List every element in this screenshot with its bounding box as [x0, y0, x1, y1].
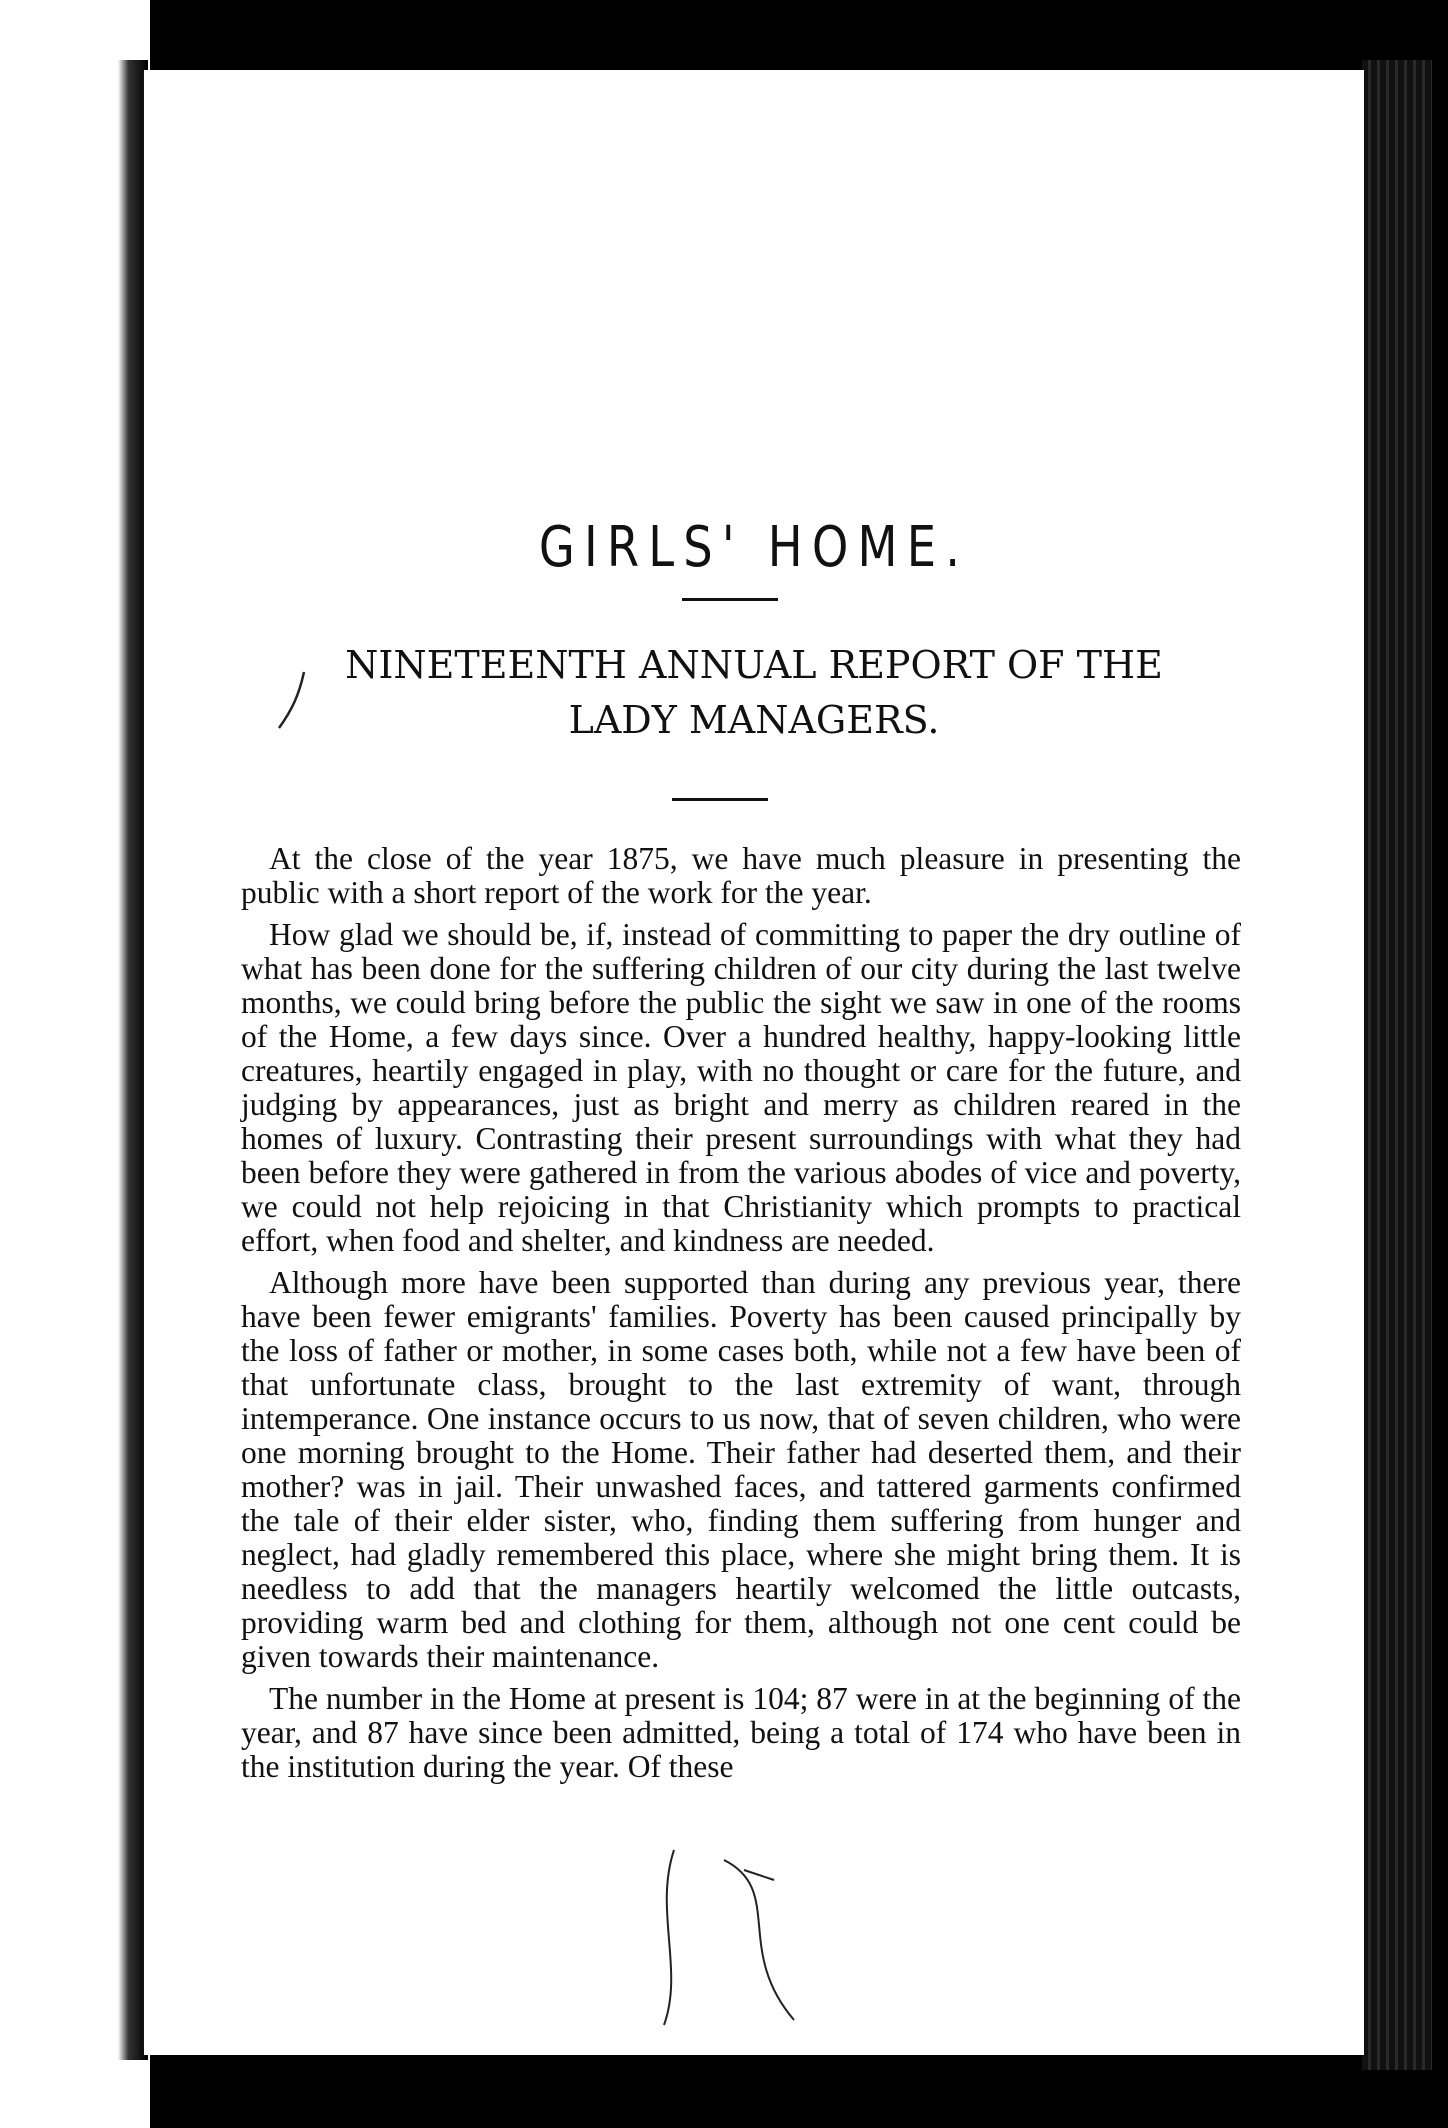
subtitle-line-2: LADY MANAGERS.: [568, 698, 940, 742]
page-title: GIRLS' HOME.: [538, 515, 970, 580]
book-edge: [1362, 60, 1432, 2070]
document-page: [140, 70, 1364, 2055]
subtitle-line-1: NINETEENTH ANNUAL REPORT OF THE: [345, 643, 1163, 687]
pen-stroke: [274, 670, 314, 730]
report-subtitle: [204, 638, 1304, 748]
paragraph: How glad we should be, if, instead of committing to paper the dry outline of what has been done for the suffering children of our city during the last twelve months, we could bring before the public the sight we saw in one of the rooms of the Home, a few days since. Over a hundred healthy, happy-looking little creatures, heartily engaged in play, with no thought or care for the future, and judging by appearances, just as bright and merry as children reared in the homes of luxury. Contrasting their present surroundings with what they had been before they were gathered in from the various abodes of vice and poverty, we could not help rejoicing in that Christianity which prompts to practical effort, when food and shelter, and kindness are needed.: [241, 917, 1241, 1258]
pen-scribble: [614, 1830, 834, 2030]
paragraph: The number in the Home at present is 104; 87 were in at the beginning of the year, and 87 have since been admitted, being a total of 174 who have been in the institution during the year. Of these: [241, 1681, 1241, 1784]
paragraph: At the close of the year 1875, we have much pleasure in presenting the public with a short report of the work for the year.: [241, 841, 1241, 910]
report-body: [241, 842, 1241, 1792]
paragraph: Although more have been supported than during any previous year, there have been fewer emigrants' families. Poverty has been caused principally by the loss of father or mother, in some cases both, while not a few have been of that unfortunate class, brought to the last extremity of want, through intemperance. One instance occurs to us now, that of seven children, who were one morning brought to the Home. Their father had deserted them, and their mother? was in jail. Their unwashed faces, and tattered garments confirmed the tale of their elder sister, who, finding them suffering from hunger and neglect, had gladly remembered this place, where she might bring them. It is needless to add that the managers heartily welcomed the little outcasts, providing warm bed and clothing for them, although not one cent could be given towards their maintenance.: [241, 1265, 1241, 1674]
title-divider: [682, 598, 778, 601]
subtitle-divider: [672, 798, 768, 801]
